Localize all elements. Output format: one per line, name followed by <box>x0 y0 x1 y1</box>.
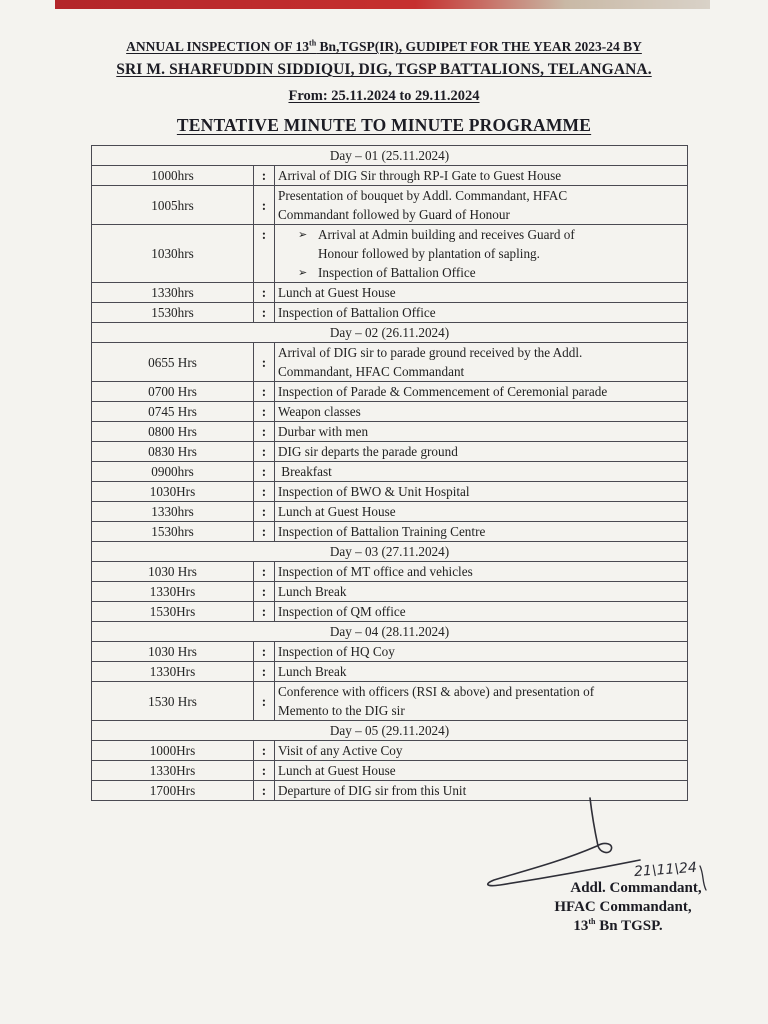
programme-title: TENTATIVE MINUTE TO MINUTE PROGRAMME <box>176 115 592 135</box>
activity-cell <box>275 761 688 781</box>
activity-line: Arrival of DIG sir to parade ground received by the Addl. <box>278 345 583 360</box>
table-row <box>92 343 688 382</box>
table-row <box>92 462 688 482</box>
programme-table <box>91 145 688 801</box>
activity-cell <box>275 442 688 462</box>
table-row <box>92 741 688 761</box>
activity-cell <box>275 522 688 542</box>
table-row <box>92 442 688 462</box>
colon-cell: : <box>254 462 275 482</box>
activity-line: Durbar with men <box>278 424 369 439</box>
time-cell: 1030hrs <box>92 225 254 283</box>
activity-cell <box>275 166 688 186</box>
time-cell: 1030 Hrs <box>92 642 254 662</box>
time-cell: 1330Hrs <box>92 761 254 781</box>
time-cell: 1330hrs <box>92 502 254 522</box>
activity-line: Inspection of MT office and vehicles <box>278 564 473 579</box>
signatory-designation-1: Addl. Commandant, <box>570 880 702 896</box>
activity-cell <box>275 741 688 761</box>
day-header-row <box>92 323 688 343</box>
day-header-row <box>92 542 688 562</box>
colon-cell: : <box>254 382 275 402</box>
activity-cell <box>275 502 688 522</box>
programme-table-body <box>92 146 688 801</box>
activity-line: Commandant, HFAC Commandant <box>278 364 465 379</box>
activity-line: Inspection of QM office <box>278 604 406 619</box>
activity-cell <box>275 781 688 801</box>
activity-cell <box>275 303 688 323</box>
colon-cell: : <box>254 502 275 522</box>
activity-line: Inspection of HQ Coy <box>278 644 395 659</box>
day-header-row <box>92 622 688 642</box>
top-color-band <box>55 0 710 9</box>
time-cell: 1030Hrs <box>92 482 254 502</box>
time-cell: 1030 Hrs <box>92 562 254 582</box>
colon-cell: : <box>254 522 275 542</box>
table-row <box>92 402 688 422</box>
activity-line: Commandant followed by Guard of Honour <box>278 207 510 222</box>
activity-line: Memento to the DIG sir <box>278 703 405 718</box>
activity-line: Breakfast <box>278 464 332 479</box>
activity-line: Inspection of Parade & Commencement of Ceremonial parade <box>278 384 608 399</box>
activity-line: Lunch at Guest House <box>278 285 396 300</box>
colon-cell: : <box>254 482 275 502</box>
time-cell: 1000hrs <box>92 166 254 186</box>
table-row <box>92 303 688 323</box>
time-cell: 1530hrs <box>92 522 254 542</box>
time-cell: 0900hrs <box>92 462 254 482</box>
colon-cell: : <box>254 343 275 382</box>
time-cell: 1000Hrs <box>92 741 254 761</box>
day-header-row <box>92 146 688 166</box>
table-row <box>92 522 688 542</box>
colon-cell: : <box>254 166 275 186</box>
time-cell: 0800 Hrs <box>92 422 254 442</box>
activity-cell <box>275 422 688 442</box>
colon-cell: : <box>254 741 275 761</box>
time-cell: 0700 Hrs <box>92 382 254 402</box>
activity-bullet: ➢ Inspection of Battalion Office <box>298 263 684 282</box>
day-header-row <box>92 721 688 741</box>
table-row <box>92 382 688 402</box>
time-cell: 1005hrs <box>92 186 254 225</box>
activity-cell <box>275 642 688 662</box>
time-cell: 1330Hrs <box>92 582 254 602</box>
time-cell: 1330Hrs <box>92 662 254 682</box>
activity-bullet-list <box>278 225 684 282</box>
header-line-1: ANNUAL INSPECTION OF 13th Bn,TGSP(IR), GUDIPET FOR THE YEAR 2023-24 BY <box>126 38 642 54</box>
activity-line: Weapon classes <box>278 404 361 419</box>
colon-cell: : <box>254 442 275 462</box>
activity-line: Lunch at Guest House <box>278 763 396 778</box>
activity-cell <box>275 382 688 402</box>
time-cell: 1700Hrs <box>92 781 254 801</box>
signatory-designation-2: HFAC Commandant, <box>554 899 692 915</box>
colon-cell: : <box>254 225 275 283</box>
colon-cell: : <box>254 303 275 323</box>
colon-cell: : <box>254 422 275 442</box>
activity-cell <box>275 682 688 721</box>
colon-cell: : <box>254 682 275 721</box>
table-row <box>92 602 688 622</box>
day-header: Day – 04 (28.11.2024) <box>92 622 688 642</box>
time-cell: 1530hrs <box>92 303 254 323</box>
activity-cell <box>275 482 688 502</box>
table-row <box>92 562 688 582</box>
activity-bullet: ➢ Arrival at Admin building and receives Guard of <box>298 225 684 244</box>
activity-cell <box>275 402 688 422</box>
day-header: Day – 05 (29.11.2024) <box>92 721 688 741</box>
time-cell: 1530Hrs <box>92 602 254 622</box>
day-header: Day – 03 (27.11.2024) <box>92 542 688 562</box>
day-header: Day – 01 (25.11.2024) <box>92 146 688 166</box>
table-row <box>92 662 688 682</box>
table-row <box>92 682 688 721</box>
activity-cell <box>275 462 688 482</box>
time-cell: 0655 Hrs <box>92 343 254 382</box>
activity-line: Conference with officers (RSI & above) and presentation of <box>278 684 595 699</box>
signature-date: 21\11\24 <box>633 859 698 881</box>
activity-line: Lunch at Guest House <box>278 504 396 519</box>
activity-line: Lunch Break <box>278 584 347 599</box>
table-row <box>92 761 688 781</box>
colon-cell: : <box>254 186 275 225</box>
activity-cell <box>275 186 688 225</box>
activity-cell <box>275 283 688 303</box>
activity-bullet: Honour followed by plantation of sapling. <box>318 246 540 261</box>
colon-cell: : <box>254 283 275 303</box>
table-row <box>92 582 688 602</box>
table-row <box>92 781 688 801</box>
activity-cell <box>275 225 688 283</box>
activity-cell <box>275 562 688 582</box>
time-cell: 1530 Hrs <box>92 682 254 721</box>
table-row <box>92 422 688 442</box>
table-row <box>92 502 688 522</box>
day-header: Day – 02 (26.11.2024) <box>92 323 688 343</box>
time-cell: 0745 Hrs <box>92 402 254 422</box>
activity-line: Inspection of BWO & Unit Hospital <box>278 484 470 499</box>
colon-cell: : <box>254 582 275 602</box>
colon-cell: : <box>254 781 275 801</box>
table-row <box>92 186 688 225</box>
table-row <box>92 642 688 662</box>
activity-cell <box>275 343 688 382</box>
signatory-unit: 13th Bn TGSP. <box>573 917 663 934</box>
activity-cell <box>275 602 688 622</box>
table-row <box>92 482 688 502</box>
time-cell: 0830 Hrs <box>92 442 254 462</box>
activity-cell <box>275 662 688 682</box>
activity-cell <box>275 582 688 602</box>
header-line-2: SRI M. SHARFUDDIN SIDDIQUI, DIG, TGSP BATTALIONS, TELANGANA. <box>116 61 652 78</box>
time-cell: 1330hrs <box>92 283 254 303</box>
activity-line: DIG sir departs the parade ground <box>278 444 458 459</box>
header-date-range: From: 25.11.2024 to 29.11.2024 <box>288 88 480 104</box>
colon-cell: : <box>254 761 275 781</box>
activity-line: Presentation of bouquet by Addl. Commandant, HFAC <box>278 188 568 203</box>
table-row <box>92 283 688 303</box>
colon-cell: : <box>254 602 275 622</box>
colon-cell: : <box>254 642 275 662</box>
activity-line: Inspection of Battalion Training Centre <box>278 524 486 539</box>
table-row <box>92 225 688 283</box>
activity-line: Lunch Break <box>278 664 347 679</box>
activity-line: Departure of DIG sir from this Unit <box>278 783 467 798</box>
activity-line: Visit of any Active Coy <box>278 743 403 758</box>
colon-cell: : <box>254 562 275 582</box>
activity-line: Inspection of Battalion Office <box>278 305 436 320</box>
table-row <box>92 166 688 186</box>
colon-cell: : <box>254 662 275 682</box>
activity-line: Arrival of DIG Sir through RP-I Gate to Guest House <box>278 168 562 183</box>
colon-cell: : <box>254 402 275 422</box>
